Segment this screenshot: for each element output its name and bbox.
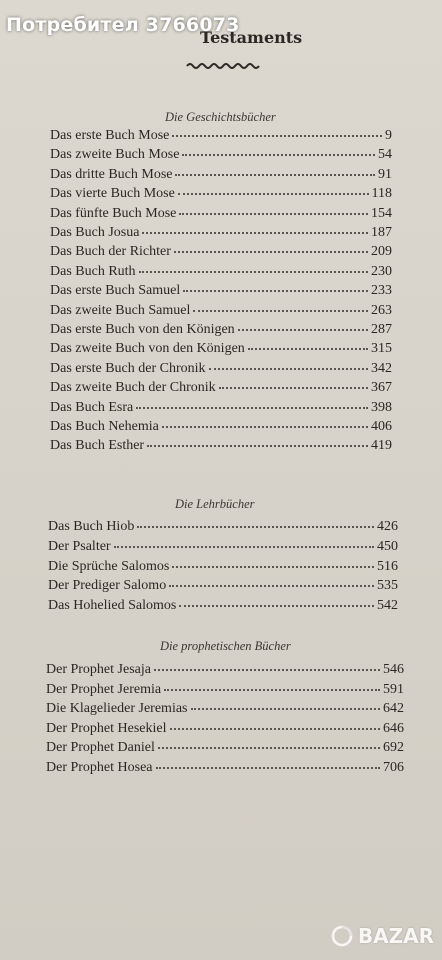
toc-entry — [50, 280, 392, 299]
toc-entry-page-number: 342 — [371, 360, 392, 376]
toc-entry — [50, 338, 392, 357]
toc-dot-leader — [139, 259, 368, 273]
toc-entry-title: Das fünfte Buch Mose — [50, 205, 177, 221]
toc-dot-leader — [156, 755, 380, 769]
toc-dot-leader — [154, 657, 380, 671]
toc-entry — [50, 144, 392, 163]
toc-entry — [50, 319, 392, 338]
toc-dot-leader — [170, 716, 380, 730]
toc-entry — [46, 679, 404, 698]
toc-entry-title: Das Buch Esra — [50, 399, 134, 415]
section-heading-geschichtsbuecher: Die Geschichtsbücher — [165, 110, 276, 124]
toc-entry-page-number: 367 — [371, 380, 392, 396]
toc-dot-leader — [191, 696, 381, 710]
toc-entry-title: Das zweite Buch Samuel — [50, 302, 191, 318]
toc-entry-title: Der Prediger Salomo — [48, 578, 167, 594]
toc-entry-page-number: 450 — [377, 538, 398, 554]
toc-entry — [46, 659, 404, 678]
toc-entry-title: Das erste Buch Mose — [50, 128, 170, 143]
toc-entry-page-number: 591 — [383, 681, 404, 697]
toc-entry — [48, 536, 398, 555]
toc-dot-leader — [174, 239, 368, 253]
toc-entry-title: Das zweite Buch der Chronik — [50, 380, 216, 396]
toc-entry-title: Die Klagelieder Jeremias — [46, 701, 188, 717]
toc-dot-leader — [209, 356, 368, 370]
toc-entry-page-number: 406 — [371, 419, 392, 434]
toc-entry — [48, 575, 398, 594]
toc-entry — [50, 241, 392, 260]
toc-entry — [50, 222, 392, 241]
toc-dot-leader — [114, 534, 374, 548]
toc-entry — [50, 183, 392, 202]
toc-entry-title: Das Buch der Richter — [50, 244, 171, 260]
toc-entry-page-number: 706 — [383, 760, 404, 775]
toc-entry-title: Der Prophet Hosea — [46, 760, 153, 775]
toc-entry-page-number: 516 — [377, 558, 398, 574]
toc-entry-page-number: 542 — [377, 598, 398, 614]
toc-entry-page-number: 287 — [371, 322, 392, 337]
toc-entry — [50, 300, 392, 319]
toc-entry — [46, 698, 404, 717]
toc-entry-title: Der Prophet Jesaja — [46, 662, 151, 677]
toc-entry — [46, 757, 404, 776]
toc-dot-leader — [142, 220, 368, 234]
toc-entry — [50, 358, 392, 377]
toc-entry-title: Das dritte Buch Mose — [50, 166, 173, 182]
toc-entry-page-number: 546 — [383, 662, 404, 677]
toc-entry — [50, 416, 392, 435]
toc-entry-title: Der Prophet Daniel — [46, 740, 155, 756]
toc-dot-leader — [248, 336, 368, 350]
toc-entry-title: Der Prophet Hesekiel — [46, 720, 167, 736]
toc-entry — [48, 595, 398, 614]
toc-entry-page-number: 54 — [378, 147, 392, 163]
toc-dot-leader — [179, 593, 374, 607]
ornament-divider-icon — [185, 61, 263, 71]
toc-entry-title: Das erste Buch Samuel — [50, 283, 181, 299]
toc-entry-title: Der Psalter — [48, 538, 111, 554]
toc-entry-page-number: 535 — [377, 578, 398, 594]
toc-entry-title: Das erste Buch von den Königen — [50, 322, 235, 337]
toc-entry-page-number: 233 — [371, 283, 392, 299]
toc-dot-leader — [158, 735, 380, 749]
toc-entry — [50, 435, 392, 454]
toc-dot-leader — [193, 298, 368, 312]
toc-entry-page-number: 9 — [385, 128, 392, 143]
toc-entry — [48, 556, 398, 575]
toc-dot-leader — [178, 181, 369, 195]
bazar-logo-icon — [330, 924, 354, 948]
toc-entry-title: Das Hohelied Salomos — [48, 598, 177, 614]
toc-entry-page-number: 91 — [378, 166, 392, 182]
toc-entry-page-number: 642 — [383, 701, 404, 717]
toc-entry-page-number: 419 — [371, 438, 392, 454]
watermark — [330, 924, 434, 948]
toc-entry-title: Der Prophet Jeremia — [46, 681, 162, 697]
toc-entry-title: Das zweite Buch Mose — [50, 147, 180, 163]
toc-dot-leader — [175, 162, 375, 176]
toc-dot-leader — [162, 414, 368, 428]
toc-entry-page-number: 118 — [371, 186, 392, 202]
toc-dot-leader — [137, 514, 374, 528]
toc-entry-page-number: 209 — [371, 244, 392, 260]
toc-entry-page-number: 154 — [371, 205, 392, 221]
toc-entry — [50, 125, 392, 144]
section-heading-prophetische-buecher: Die prophetischen Bücher — [160, 639, 291, 653]
user-overlay-label: Потребител 3766073 — [6, 14, 240, 36]
toc-entry — [46, 737, 404, 756]
toc-dot-leader — [147, 433, 368, 447]
toc-entry — [50, 261, 392, 280]
toc-entry-title: Das Buch Esther — [50, 438, 145, 454]
toc-entry — [50, 397, 392, 416]
toc-dot-leader — [172, 123, 382, 137]
toc-entry-title: Das zweite Buch von den Königen — [50, 341, 245, 357]
toc-entry-page-number: 426 — [377, 519, 398, 534]
toc-entry-title: Das Buch Josua — [50, 225, 140, 240]
toc-dot-leader — [172, 554, 374, 568]
toc-dot-leader — [182, 142, 375, 156]
toc-entry — [46, 718, 404, 737]
toc-dot-leader — [136, 395, 368, 409]
toc-entry — [48, 516, 398, 535]
toc-dot-leader — [179, 201, 368, 215]
toc-dot-leader — [183, 278, 368, 292]
toc-entry-title: Das Buch Hiob — [48, 519, 135, 534]
toc-entry-title: Das Buch Ruth — [50, 263, 136, 279]
toc-entry — [50, 377, 392, 396]
toc-entry-title: Das Buch Nehemia — [50, 419, 159, 434]
section-heading-lehrbuecher: Die Lehrbücher — [175, 497, 255, 511]
toc-entry-page-number: 398 — [371, 399, 392, 415]
toc-entry-title: Die Sprüche Salomos — [48, 558, 170, 574]
toc-entry-page-number: 692 — [383, 740, 404, 756]
toc-entry-title: Das vierte Buch Mose — [50, 186, 175, 202]
page-header-title: Testaments — [200, 28, 303, 47]
toc-entry — [50, 164, 392, 183]
toc-entry-page-number: 187 — [371, 225, 392, 240]
toc-dot-leader — [238, 317, 368, 331]
toc-entry-page-number: 646 — [383, 720, 404, 736]
toc-entry-page-number: 263 — [371, 302, 392, 318]
watermark-text: BAZAR — [357, 924, 434, 948]
toc-dot-leader — [164, 677, 380, 691]
toc-entry-title: Das erste Buch der Chronik — [50, 360, 206, 376]
toc-entry-page-number: 230 — [371, 263, 392, 279]
toc-dot-leader — [219, 375, 368, 389]
toc-dot-leader — [169, 573, 374, 587]
toc-entry — [50, 203, 392, 222]
toc-entry-page-number: 315 — [371, 341, 392, 357]
